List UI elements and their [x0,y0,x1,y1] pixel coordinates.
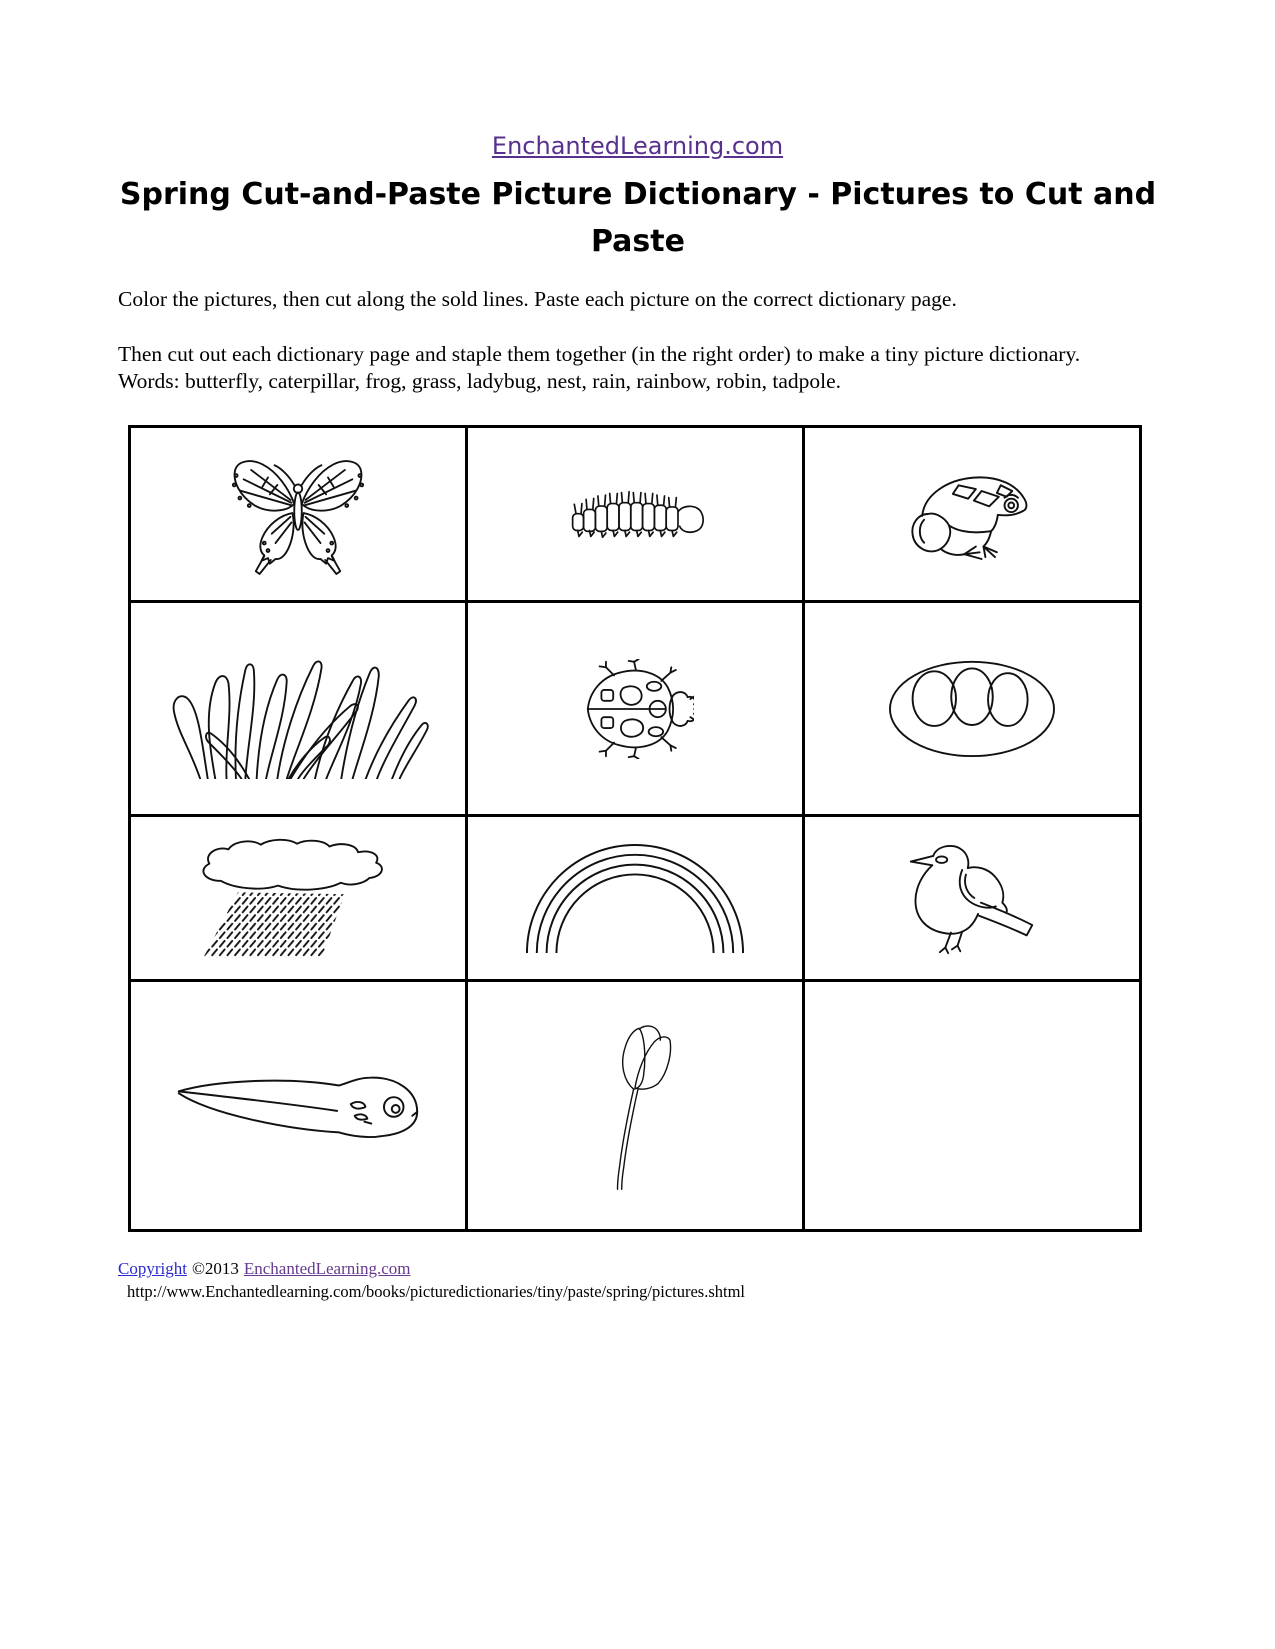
page-title-line2: Paste [591,224,685,259]
footer [118,1259,745,1302]
grid-cell-robin [804,816,1141,981]
grid-cell-rain [130,816,467,981]
instructions-paragraph-1: Color the pictures, then cut along the sold lines. Paste each picture on the correct dictionary page. [118,287,957,311]
grid-row-4 [130,981,1141,1231]
tulip-drawing [593,1022,677,1190]
pictures-grid [128,425,1142,1232]
grid-cell-rainbow [467,816,804,981]
copyright-link[interactable]: Copyright [118,1259,187,1278]
grid-cell-empty [804,981,1141,1231]
footer-site-link[interactable]: EnchantedLearning.com [243,1259,411,1278]
grid-cell-caterpillar [467,427,804,602]
rainbow-drawing [522,843,748,953]
grid-cell-tadpole [130,981,467,1231]
copyright-year: ©2013 [191,1259,239,1278]
robin-drawing [904,841,1040,955]
grid-row-3 [130,816,1141,981]
instructions-paragraph-2: Then cut out each dictionary page and staple them together (in the right order) to make a tiny picture dictionary. Words: butterfly, caterpillar, frog, grass, ladybug, nest, rain, rainbow, robin, tadpole. [118,342,1081,393]
header [0,132,1275,160]
grid-cell-grass [130,602,467,816]
grid-cell-ladybug [467,602,804,816]
grid-cell-tulip [467,981,804,1231]
grid-row-1 [130,427,1141,602]
page-title [68,171,1208,265]
copyright-line [118,1259,745,1279]
grid-cell-butterfly [130,427,467,602]
grass-drawing [166,638,430,779]
grid-cell-frog [804,427,1141,602]
grid-row-2 [130,602,1141,816]
nest-drawing [887,659,1057,758]
site-header-link[interactable]: EnchantedLearning.com [491,132,784,160]
caterpillar-drawing [559,485,711,544]
frog-drawing [905,466,1039,562]
tadpole-drawing [171,1063,425,1149]
rain-cloud-drawing [188,837,408,959]
ladybug-drawing [576,659,694,759]
butterfly-drawing [223,453,373,575]
grid-cell-nest [804,602,1141,816]
footer-url: http://www.Enchantedlearning.com/books/picturedictionaries/tiny/paste/spring/pictures.shtml [127,1282,746,1301]
page-title-line1: Spring Cut-and-Paste Picture Dictionary - Pictures to Cut and [119,177,1157,212]
